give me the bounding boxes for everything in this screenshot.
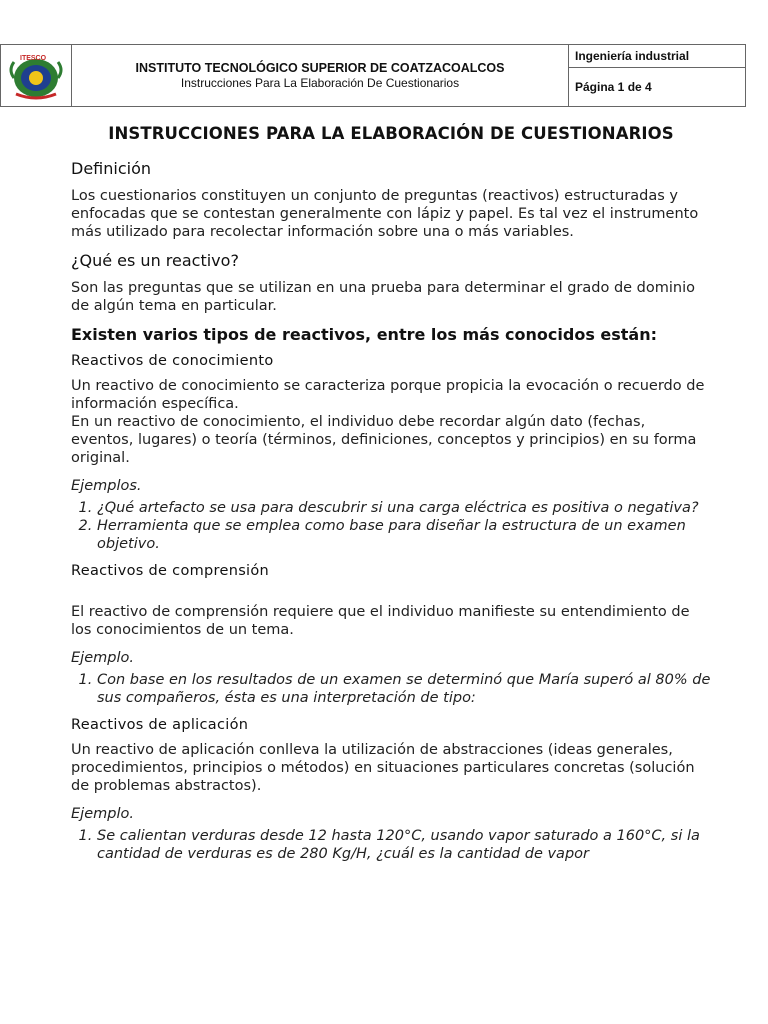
list-item: 1. Se calientan verduras desde 12 hasta 120°C, usando vapor saturado a 160°C, si la cantidad de verduras es de 280 Kg/H, ¿cuál es la cantidad de vapor — [97, 827, 711, 863]
conocimiento-examples-list — [71, 499, 711, 553]
definition-text: Los cuestionarios constituyen un conjunto de preguntas (reactivos) estructuradas y enfocadas que se contestan generalmente con lápiz y papel. Es tal vez el instrumento más utilizado para recolectar información sobre una o más variables. — [71, 188, 699, 240]
logo-cell — [1, 45, 72, 107]
list-item: 1. ¿Qué artefacto se usa para descubrir si una carga eléctrica es positiva o negativa? — [97, 499, 711, 517]
document-subtitle: Instrucciones Para La Elaboración De Cuestionarios — [180, 76, 460, 90]
comprension-heading: Reactivos de comprensión — [71, 563, 270, 579]
conocimiento-examples-label: Ejemplos. — [71, 478, 142, 494]
document-header — [0, 44, 746, 107]
comprension-example-label: Ejemplo. — [71, 650, 134, 666]
reactivo-text: Son las preguntas que se utilizan en una prueba para determinar el grado de dominio de algún tema en particular. — [71, 280, 696, 314]
types-heading: Existen varios tipos de reactivos, entre los más conocidos están: — [71, 325, 658, 344]
aplicacion-text: Un reactivo de aplicación conlleva la utilización de abstracciones (ideas generales, procedimientos, principios o métodos) en situaciones particulares concretas (solución de problemas abstractos). — [71, 742, 695, 794]
conocimiento-heading: Reactivos de conocimiento — [71, 353, 274, 369]
comprension-text: El reactivo de comprensión requiere que el individuo manifieste su entendimiento de los conocimientos de un tema. — [71, 604, 690, 638]
aplicacion-example-label: Ejemplo. — [71, 806, 134, 822]
conocimiento-text-1: Un reactivo de conocimiento se caracteriza porque propicia la evocación o recuerdo de información específica. — [71, 378, 705, 412]
aplicacion-examples-list — [71, 827, 711, 863]
document-body — [71, 124, 711, 873]
itesco-logo-icon — [6, 48, 66, 104]
conocimiento-text-2: En un reactivo de conocimiento, el individuo debe recordar algún dato (fechas, eventos, lugares) o teoría (términos, definiciones, conceptos y principios) en su forma original. — [71, 414, 697, 466]
logo-text: ITESCO — [20, 54, 47, 62]
list-item: 1. Con base en los resultados de un examen se determinó que María superó al 80% de sus compañeros, ésta es una interpretación de tipo: — [97, 671, 711, 707]
page-number: Página 1 de 4 — [569, 68, 746, 107]
document-title: INSTRUCCIONES PARA LA ELABORACIÓN DE CUESTIONARIOS — [108, 124, 674, 143]
list-item: 2. Herramienta que se emplea como base para diseñar la estructura de un examen objetivo. — [97, 517, 711, 553]
header-title-cell — [72, 45, 569, 107]
department-label: Ingeniería industrial — [569, 45, 746, 68]
reactivo-heading: ¿Qué es un reactivo? — [71, 251, 239, 270]
institution-name: INSTITUTO TECNOLÓGICO SUPERIOR DE COATZACOALCOS — [135, 61, 505, 75]
aplicacion-heading: Reactivos de aplicación — [71, 717, 249, 733]
comprension-examples-list — [71, 671, 711, 707]
definition-heading: Definición — [71, 159, 151, 178]
